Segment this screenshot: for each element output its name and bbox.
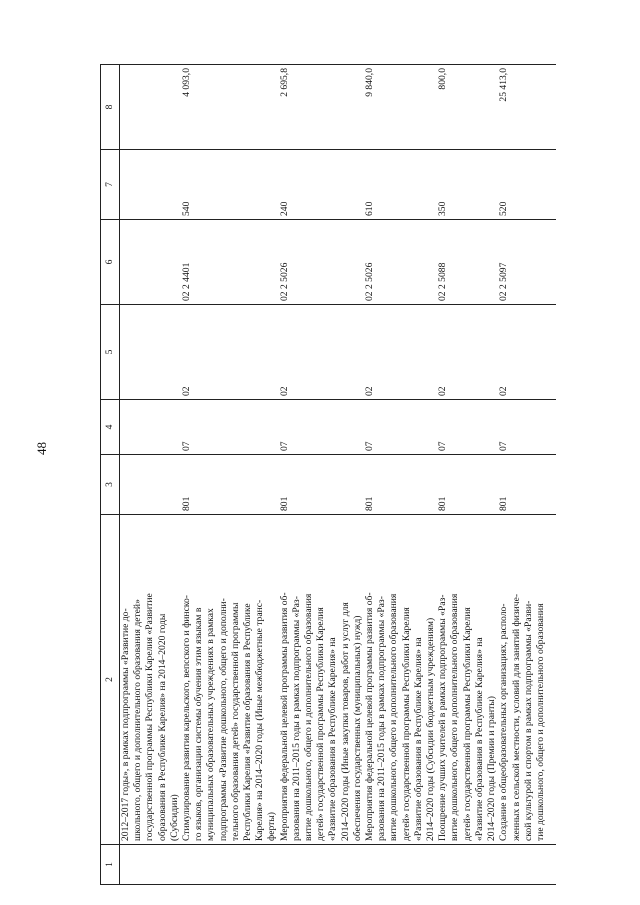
amount-cell: 2 695,8: [279, 65, 364, 150]
target-article-cell: [120, 220, 182, 305]
row-number-cell: [181, 845, 279, 885]
section-code-cell: 07: [181, 400, 279, 455]
column-header: 7: [101, 150, 120, 220]
expense-type-cell: 610: [364, 150, 437, 220]
description-cell: [181, 515, 279, 845]
description-line: Создание в общеобразовательных организациях, располо-: [498, 603, 510, 841]
description-line: детей» государственной программы Республики Карелия: [315, 607, 327, 841]
section-code-cell: 07: [498, 400, 556, 455]
description-line: образования в Республике Карелия» на 2014–2020 годы: [156, 613, 168, 841]
column-header: 3: [101, 455, 120, 515]
table-row: [364, 65, 437, 885]
description-line: детей» государственной программы Республики Карелия: [461, 607, 473, 841]
description-line: витие дошкольного, общего и дополнительного образования: [449, 593, 461, 841]
description-line: 2014–2020 годы (Иные закупки товаров, работ и услуг для: [339, 602, 351, 841]
amount-cell: 4 093,0: [181, 65, 279, 150]
description-cell: [120, 515, 182, 845]
expense-type-cell: 350: [437, 150, 498, 220]
description-line: муниципальных образовательных учреждениях в рамках: [205, 608, 217, 841]
amount-cell: 800,0: [437, 65, 498, 150]
ministry-code-cell: 801: [498, 455, 556, 515]
table-row: [279, 65, 364, 885]
section-code-cell: 07: [437, 400, 498, 455]
description-line: тельного образования детей» государственной программы: [229, 602, 241, 841]
description-line: витие дошкольного, общего и дополнительного образования: [303, 593, 315, 841]
description-line: тие дошкольного, общего и дополнительного образования: [534, 603, 546, 841]
page-number: 48: [34, 442, 49, 455]
description-line: «Развитие образования в Республике Карелия» на: [327, 637, 339, 841]
description-line: ской культурой и спортом в рамках подпрограммы «Разви-: [522, 600, 534, 841]
description-cell: [437, 515, 498, 845]
column-header: 6: [101, 220, 120, 305]
column-header: 8: [101, 65, 120, 150]
description-line: 2014–2020 годы (Премии и гранты): [486, 696, 498, 841]
expense-type-cell: 240: [279, 150, 364, 220]
description-line: «Развитие образования в Республике Карелия» на: [412, 637, 424, 841]
description-line: подпрограммы «Развитие дошкольного, общего и дополни-: [217, 598, 229, 841]
description-line: разования на 2011–2015 годы в рамках подпрограммы «Раз-: [376, 596, 388, 841]
amount-cell: 9 840,0: [364, 65, 437, 150]
row-number-cell: [279, 845, 364, 885]
amount-cell: [120, 65, 182, 150]
row-number-cell: [498, 845, 556, 885]
section-code-cell: 07: [279, 400, 364, 455]
description-line: (Субсидии): [168, 794, 180, 841]
description-line: женных в сельской местности, условий для занятий физиче-: [510, 593, 522, 841]
description-line: го языков, организации системы обучения этим языкам в: [193, 607, 205, 841]
table-row: [437, 65, 498, 885]
description-line: Республики Карелия «Развитие образования в Республике: [242, 603, 254, 841]
ministry-code-cell: 801: [279, 455, 364, 515]
column-header: 1: [101, 845, 120, 885]
column-header: 4: [101, 400, 120, 455]
description-line: Стимулирование развития карельского, вепсского и финско-: [181, 595, 193, 841]
description-line: ферты): [266, 812, 278, 841]
row-number-cell: [364, 845, 437, 885]
subsection-code-cell: [120, 305, 182, 400]
expense-type-cell: 520: [498, 150, 556, 220]
rotated-table-container: [100, 65, 600, 885]
description-cell: [364, 515, 437, 845]
description-line: витие дошкольного, общего и дополнительного образования: [388, 593, 400, 841]
ministry-code-cell: [120, 455, 182, 515]
ministry-code-cell: 801: [181, 455, 279, 515]
description-line: обеспечения государственных (муниципальных) нужд): [351, 615, 363, 841]
header-row: [101, 65, 120, 885]
expense-type-cell: [120, 150, 182, 220]
row-number-cell: [437, 845, 498, 885]
description-line: 2012–2017 годы», в рамках подпрограммы «Развитие до-: [120, 608, 131, 841]
ministry-code-cell: 801: [364, 455, 437, 515]
description-cell: [279, 515, 364, 845]
subsection-code-cell: 02: [498, 305, 556, 400]
description-cell: [498, 515, 556, 845]
subsection-code-cell: 02: [364, 305, 437, 400]
column-header: 2: [101, 515, 120, 845]
description-line: детей» государственной программы Республики Карелия: [400, 607, 412, 841]
section-code-cell: 07: [364, 400, 437, 455]
target-article-cell: 02 2 5026: [279, 220, 364, 305]
subsection-code-cell: 02: [279, 305, 364, 400]
table-row: [181, 65, 279, 885]
description-line: Карелия» на 2014–2020 годы (Иные межбюджетные транс-: [254, 599, 266, 841]
description-line: разования на 2011–2015 годы в рамках подпрограммы «Раз-: [290, 596, 302, 841]
row-number-cell: [120, 845, 182, 885]
description-line: «Развитие образования в Республике Карелия» на: [473, 637, 485, 841]
target-article-cell: 02 2 5026: [364, 220, 437, 305]
target-article-cell: 02 2 4401: [181, 220, 279, 305]
description-line: Мероприятия федеральной целевой программы развития об-: [278, 592, 290, 841]
expense-type-cell: 540: [181, 150, 279, 220]
column-header: 5: [101, 305, 120, 400]
budget-table: [100, 64, 556, 885]
table-body: [120, 65, 557, 885]
description-line: Поощрение лучших учителей в рамках подпрограммы «Раз-: [437, 594, 449, 841]
target-article-cell: 02 2 5088: [437, 220, 498, 305]
description-line: 2014–2020 годы (Субсидии бюджетным учреждениям): [425, 617, 437, 841]
table-row: [498, 65, 556, 885]
description-line: школьного, общего и дополнительного образования детей»: [132, 599, 144, 841]
description-line: Мероприятия федеральной целевой программы развития об-: [364, 592, 376, 841]
table-row: [120, 65, 182, 885]
section-code-cell: [120, 400, 182, 455]
subsection-code-cell: 02: [181, 305, 279, 400]
ministry-code-cell: 801: [437, 455, 498, 515]
description-line: государственной программы Республики Карелия «Развитие: [144, 593, 156, 841]
target-article-cell: 02 2 5097: [498, 220, 556, 305]
subsection-code-cell: 02: [437, 305, 498, 400]
amount-cell: 25 413,0: [498, 65, 556, 150]
